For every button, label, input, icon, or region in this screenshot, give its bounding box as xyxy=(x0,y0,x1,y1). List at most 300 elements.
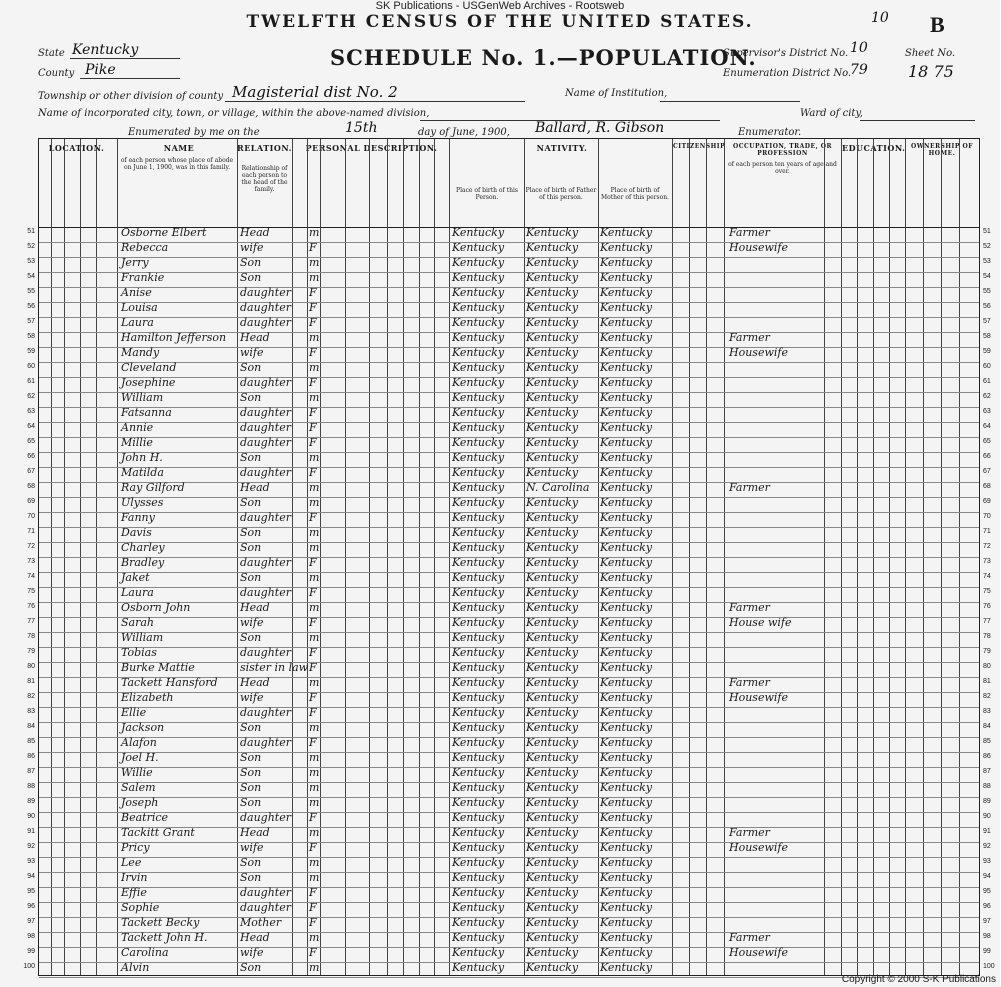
row-number-left: 79 xyxy=(27,648,35,655)
relation: Head xyxy=(240,601,270,614)
row-number-left: 75 xyxy=(27,588,35,595)
row-number-left: 65 xyxy=(27,438,35,445)
birthplace: Kentucky xyxy=(452,541,505,554)
birthplace: Kentucky xyxy=(452,706,505,719)
mother-birthplace: Kentucky xyxy=(600,361,653,374)
relation: Son xyxy=(240,496,262,509)
birthplace: Kentucky xyxy=(452,886,505,899)
schedule-title: SCHEDULE No. 1.—POPULATION. xyxy=(330,45,757,70)
relation: Son xyxy=(240,766,262,779)
relation: daughter xyxy=(240,886,291,899)
mother-birthplace: Kentucky xyxy=(600,286,653,299)
row-number-right: 92 xyxy=(983,843,991,850)
father-birthplace: Kentucky xyxy=(526,526,579,539)
birthplace: Kentucky xyxy=(452,661,505,674)
column-headers xyxy=(39,139,979,228)
row-number-left: 85 xyxy=(27,738,35,745)
relation: Son xyxy=(240,961,262,974)
sex: F xyxy=(309,421,317,434)
sex: F xyxy=(309,691,317,704)
father-birthplace: Kentucky xyxy=(526,646,579,659)
mother-birthplace: Kentucky xyxy=(600,421,653,434)
row-number-right: 64 xyxy=(983,423,991,430)
mother-birthplace: Kentucky xyxy=(600,871,653,884)
relation: Head xyxy=(240,931,270,944)
father-birthplace: Kentucky xyxy=(526,841,579,854)
institution-label: Name of Institution, xyxy=(565,88,668,99)
relation: Son xyxy=(240,631,262,644)
birthplace: Kentucky xyxy=(452,556,505,569)
person-name: Alvin xyxy=(121,961,150,974)
row-number-right: 85 xyxy=(983,738,991,745)
birthplace: Kentucky xyxy=(452,856,505,869)
row-number-left: 87 xyxy=(27,768,35,775)
group-ownership: OWNERSHIP OF HOME. xyxy=(911,143,973,157)
row-number-right: 100 xyxy=(983,963,995,970)
birthplace: Kentucky xyxy=(452,526,505,539)
mother-birthplace: Kentucky xyxy=(600,571,653,584)
sex: F xyxy=(309,316,317,329)
person-name: Josephine xyxy=(121,376,176,389)
row-number-left: 73 xyxy=(27,558,35,565)
sex: F xyxy=(309,946,317,959)
sex: F xyxy=(309,586,317,599)
row-number-left: 86 xyxy=(27,753,35,760)
relation: Son xyxy=(240,571,262,584)
occupation: Housewife xyxy=(729,241,788,254)
relation: Son xyxy=(240,721,262,734)
sex: F xyxy=(309,286,317,299)
relation: sister in law xyxy=(240,661,309,674)
enumerator-name: Ballard, R. Gibson xyxy=(535,120,665,136)
sex: m xyxy=(309,451,320,464)
birthplace: Kentucky xyxy=(452,751,505,764)
row-number-left: 93 xyxy=(27,858,35,865)
mother-birthplace: Kentucky xyxy=(600,241,653,254)
sex: F xyxy=(309,346,317,359)
father-birthplace: Kentucky xyxy=(526,556,579,569)
relation: daughter xyxy=(240,511,291,524)
month-label: day of June, 1900, xyxy=(418,127,510,138)
occupation: Farmer xyxy=(729,826,770,839)
township-label: Township or other division of county xyxy=(38,91,224,102)
father-birthplace: Kentucky xyxy=(526,586,579,599)
row-number-right: 77 xyxy=(983,618,991,625)
relation: wife xyxy=(240,841,264,854)
mother-birthplace: Kentucky xyxy=(600,781,653,794)
sex: m xyxy=(309,601,320,614)
row-number-right: 51 xyxy=(983,228,991,235)
birthplace: Kentucky xyxy=(452,586,505,599)
relation: Head xyxy=(240,331,270,344)
mother-birthplace: Kentucky xyxy=(600,406,653,419)
mother-birthplace: Kentucky xyxy=(600,946,653,959)
relation: Son xyxy=(240,256,262,269)
institution-underline xyxy=(660,101,800,102)
person-name: Irvin xyxy=(121,871,148,884)
row-number-left: 92 xyxy=(27,843,35,850)
sex: F xyxy=(309,901,317,914)
relation: daughter xyxy=(240,586,291,599)
row-number-left: 90 xyxy=(27,813,35,820)
mother-birthplace: Kentucky xyxy=(600,316,653,329)
ward-label: Ward of city, xyxy=(800,108,863,119)
person-name: William xyxy=(121,391,164,404)
father-birthplace: Kentucky xyxy=(526,226,579,239)
sheet-number-handwritten: 10 xyxy=(871,10,889,26)
occupation: Housewife xyxy=(729,691,788,704)
person-name: Tobias xyxy=(121,646,157,659)
relation: daughter xyxy=(240,466,291,479)
row-number-left: 62 xyxy=(27,393,35,400)
row-number-left: 66 xyxy=(27,453,35,460)
birthplace: Kentucky xyxy=(452,571,505,584)
father-birthplace: Kentucky xyxy=(526,376,579,389)
relation: Son xyxy=(240,361,262,374)
person-name: Jerry xyxy=(121,256,149,269)
person-name: Ray Gilford xyxy=(121,481,185,494)
sex: m xyxy=(309,256,320,269)
relation: Son xyxy=(240,541,262,554)
father-birthplace: Kentucky xyxy=(526,286,579,299)
mother-birthplace: Kentucky xyxy=(600,706,653,719)
mother-birthplace: Kentucky xyxy=(600,691,653,704)
row-number-right: 83 xyxy=(983,708,991,715)
sex: m xyxy=(309,541,320,554)
row-number-right: 68 xyxy=(983,483,991,490)
row-number-left: 76 xyxy=(27,603,35,610)
row-number-right: 61 xyxy=(983,378,991,385)
sex: F xyxy=(309,376,317,389)
relation-desc: Relationship of each person to the head of the family. xyxy=(241,165,288,193)
mother-birthplace: Kentucky xyxy=(600,466,653,479)
birth-mother-head: Place of birth of Mother of this person. xyxy=(600,187,669,201)
birthplace: Kentucky xyxy=(452,766,505,779)
relation: wife xyxy=(240,616,264,629)
group-citizenship: CITIZENSHIP xyxy=(673,143,726,150)
sex: m xyxy=(309,481,320,494)
row-number-right: 96 xyxy=(983,903,991,910)
row-number-left: 80 xyxy=(27,663,35,670)
birthplace: Kentucky xyxy=(452,931,505,944)
person-name: Frankie xyxy=(121,271,165,284)
row-number-right: 72 xyxy=(983,543,991,550)
sex: F xyxy=(309,886,317,899)
father-birthplace: Kentucky xyxy=(526,511,579,524)
birthplace: Kentucky xyxy=(452,646,505,659)
person-name: Fanny xyxy=(121,511,155,524)
row-number-right: 91 xyxy=(983,828,991,835)
row-number-right: 67 xyxy=(983,468,991,475)
row-number-left: 99 xyxy=(27,948,35,955)
birthplace: Kentucky xyxy=(452,361,505,374)
relation: Son xyxy=(240,856,262,869)
person-name: Osborn John xyxy=(121,601,191,614)
row-number-right: 66 xyxy=(983,453,991,460)
birthplace: Kentucky xyxy=(452,811,505,824)
birthplace: Kentucky xyxy=(452,826,505,839)
relation: Son xyxy=(240,871,262,884)
relation: Son xyxy=(240,451,262,464)
birthplace: Kentucky xyxy=(452,511,505,524)
relation: Head xyxy=(240,481,270,494)
person-name: Ulysses xyxy=(121,496,164,509)
person-name: Salem xyxy=(121,781,156,794)
sex: m xyxy=(309,526,320,539)
person-name: Beatrice xyxy=(121,811,169,824)
row-number-right: 57 xyxy=(983,318,991,325)
row-number-left: 68 xyxy=(27,483,35,490)
birthplace: Kentucky xyxy=(452,841,505,854)
row-number-left: 55 xyxy=(27,288,35,295)
father-birthplace: Kentucky xyxy=(526,931,579,944)
county-underline xyxy=(80,78,180,79)
relation: Son xyxy=(240,391,262,404)
mother-birthplace: Kentucky xyxy=(600,556,653,569)
name-desc: of each person whose place of abode on June 1, 1900, was in this family. xyxy=(120,157,234,171)
row-number-left: 98 xyxy=(27,933,35,940)
mother-birthplace: Kentucky xyxy=(600,496,653,509)
state-value: Kentucky xyxy=(72,42,139,58)
person-name: Anise xyxy=(121,286,152,299)
sex: F xyxy=(309,811,317,824)
row-number-right: 99 xyxy=(983,948,991,955)
row-number-right: 84 xyxy=(983,723,991,730)
sheet-handwritten: 18 75 xyxy=(908,62,954,81)
birthplace: Kentucky xyxy=(452,256,505,269)
row-number-left: 58 xyxy=(27,333,35,340)
mother-birthplace: Kentucky xyxy=(600,811,653,824)
row-number-right: 95 xyxy=(983,888,991,895)
sex: F xyxy=(309,436,317,449)
birthplace: Kentucky xyxy=(452,916,505,929)
sex: m xyxy=(309,826,320,839)
person-name: Burke Mattie xyxy=(121,661,195,674)
row-number-left: 61 xyxy=(27,378,35,385)
row-number-left: 52 xyxy=(27,243,35,250)
occupation: Farmer xyxy=(729,601,770,614)
father-birthplace: Kentucky xyxy=(526,916,579,929)
sex: m xyxy=(309,721,320,734)
birthplace: Kentucky xyxy=(452,346,505,359)
row-number-right: 98 xyxy=(983,933,991,940)
father-birthplace: Kentucky xyxy=(526,451,579,464)
person-name: Elizabeth xyxy=(121,691,174,704)
mother-birthplace: Kentucky xyxy=(600,856,653,869)
relation: daughter xyxy=(240,811,291,824)
father-birthplace: Kentucky xyxy=(526,811,579,824)
state-underline xyxy=(70,58,180,59)
group-personal: PERSONAL DESCRIPTION. xyxy=(305,143,438,153)
father-birthplace: Kentucky xyxy=(526,856,579,869)
row-number-left: 72 xyxy=(27,543,35,550)
father-birthplace: Kentucky xyxy=(526,571,579,584)
mother-birthplace: Kentucky xyxy=(600,451,653,464)
row-number-right: 70 xyxy=(983,513,991,520)
ward-underline xyxy=(860,120,975,121)
sex: m xyxy=(309,856,320,869)
father-birthplace: Kentucky xyxy=(526,601,579,614)
sex: m xyxy=(309,226,320,239)
mother-birthplace: Kentucky xyxy=(600,391,653,404)
occupation: House wife xyxy=(729,616,792,629)
father-birthplace: Kentucky xyxy=(526,886,579,899)
father-birthplace: Kentucky xyxy=(526,736,579,749)
relation: daughter xyxy=(240,706,291,719)
supervisor-value: 10 xyxy=(850,40,868,56)
row-number-left: 67 xyxy=(27,468,35,475)
sex: F xyxy=(309,511,317,524)
row-number-right: 97 xyxy=(983,918,991,925)
birthplace: Kentucky xyxy=(452,241,505,254)
row-number-left: 77 xyxy=(27,618,35,625)
row-number-left: 63 xyxy=(27,408,35,415)
enumeration-district-label: Enumeration District No. xyxy=(723,68,852,79)
person-name: Sarah xyxy=(121,616,154,629)
relation: daughter xyxy=(240,736,291,749)
sex: m xyxy=(309,961,320,974)
birthplace: Kentucky xyxy=(452,421,505,434)
sex: F xyxy=(309,301,317,314)
father-birthplace: Kentucky xyxy=(526,541,579,554)
row-number-right: 86 xyxy=(983,753,991,760)
father-birthplace: Kentucky xyxy=(526,796,579,809)
birthplace: Kentucky xyxy=(452,676,505,689)
person-name: Tackitt Grant xyxy=(121,826,195,839)
father-birthplace: Kentucky xyxy=(526,301,579,314)
father-birthplace: Kentucky xyxy=(526,826,579,839)
birthplace: Kentucky xyxy=(452,721,505,734)
enumerator-label: Enumerator. xyxy=(738,127,802,138)
relation: wife xyxy=(240,241,264,254)
mother-birthplace: Kentucky xyxy=(600,541,653,554)
row-number-left: 57 xyxy=(27,318,35,325)
person-name: Effie xyxy=(121,886,147,899)
relation: Head xyxy=(240,226,270,239)
father-birthplace: Kentucky xyxy=(526,766,579,779)
person-name: Rebecca xyxy=(121,241,169,254)
person-name: Lee xyxy=(121,856,142,869)
relation: Son xyxy=(240,271,262,284)
row-number-left: 89 xyxy=(27,798,35,805)
birthplace: Kentucky xyxy=(452,316,505,329)
row-number-right: 59 xyxy=(983,348,991,355)
birthplace: Kentucky xyxy=(452,331,505,344)
row-number-right: 94 xyxy=(983,873,991,880)
father-birthplace: Kentucky xyxy=(526,901,579,914)
row-number-left: 83 xyxy=(27,708,35,715)
birthplace: Kentucky xyxy=(452,946,505,959)
person-name: John H. xyxy=(121,451,163,464)
row-number-right: 80 xyxy=(983,663,991,670)
row-number-left: 56 xyxy=(27,303,35,310)
birthplace: Kentucky xyxy=(452,601,505,614)
sex: m xyxy=(309,631,320,644)
sex: m xyxy=(309,676,320,689)
supervisor-label: Supervisor's District No. xyxy=(723,48,849,59)
person-name: Tackett John H. xyxy=(121,931,208,944)
father-birthplace: Kentucky xyxy=(526,781,579,794)
person-name: Laura xyxy=(121,586,154,599)
row-number-left: 60 xyxy=(27,363,35,370)
relation: Son xyxy=(240,796,262,809)
table-row xyxy=(23,961,995,978)
father-birthplace: N. Carolina xyxy=(526,481,590,494)
birthplace: Kentucky xyxy=(452,406,505,419)
mother-birthplace: Kentucky xyxy=(600,841,653,854)
birthplace: Kentucky xyxy=(452,496,505,509)
birthplace: Kentucky xyxy=(452,271,505,284)
sex: F xyxy=(309,661,317,674)
father-birthplace: Kentucky xyxy=(526,946,579,959)
sex: m xyxy=(309,331,320,344)
row-number-right: 63 xyxy=(983,408,991,415)
group-relation: RELATION. xyxy=(237,143,292,153)
birth-self-head: Place of birth of this Person. xyxy=(456,187,518,201)
sex: F xyxy=(309,406,317,419)
sex: m xyxy=(309,361,320,374)
row-number-left: 51 xyxy=(27,228,35,235)
row-number-left: 84 xyxy=(27,723,35,730)
row-number-right: 90 xyxy=(983,813,991,820)
father-birthplace: Kentucky xyxy=(526,616,579,629)
mother-birthplace: Kentucky xyxy=(600,436,653,449)
occupation: Housewife xyxy=(729,946,788,959)
mother-birthplace: Kentucky xyxy=(600,961,653,974)
township-underline xyxy=(225,101,525,102)
birthplace: Kentucky xyxy=(452,436,505,449)
person-name: Willie xyxy=(121,766,153,779)
sex: m xyxy=(309,271,320,284)
sex: F xyxy=(309,736,317,749)
birthplace: Kentucky xyxy=(452,736,505,749)
occupation: Housewife xyxy=(729,841,788,854)
father-birthplace: Kentucky xyxy=(526,706,579,719)
birthplace: Kentucky xyxy=(452,451,505,464)
mother-birthplace: Kentucky xyxy=(600,646,653,659)
person-name: Millie xyxy=(121,436,153,449)
relation: daughter xyxy=(240,901,291,914)
mother-birthplace: Kentucky xyxy=(600,901,653,914)
sex: m xyxy=(309,496,320,509)
mother-birthplace: Kentucky xyxy=(600,826,653,839)
row-number-left: 81 xyxy=(27,678,35,685)
sex: m xyxy=(309,766,320,779)
father-birthplace: Kentucky xyxy=(526,406,579,419)
person-name: Louisa xyxy=(121,301,158,314)
row-number-left: 54 xyxy=(27,273,35,280)
group-occupation: OCCUPATION, TRADE, OR PROFESSION xyxy=(733,143,832,157)
mother-birthplace: Kentucky xyxy=(600,721,653,734)
enumeration-district-value: 79 xyxy=(850,62,868,78)
father-birthplace: Kentucky xyxy=(526,391,579,404)
mother-birthplace: Kentucky xyxy=(600,481,653,494)
group-education: EDUCATION. xyxy=(842,143,906,153)
birthplace: Kentucky xyxy=(452,631,505,644)
mother-birthplace: Kentucky xyxy=(600,331,653,344)
row-number-right: 73 xyxy=(983,558,991,565)
relation: wife xyxy=(240,691,264,704)
person-name: Pricy xyxy=(121,841,150,854)
row-number-left: 100 xyxy=(23,963,35,970)
father-birthplace: Kentucky xyxy=(526,466,579,479)
row-number-left: 97 xyxy=(27,918,35,925)
state-label: State xyxy=(38,48,65,59)
father-birthplace: Kentucky xyxy=(526,436,579,449)
sex: F xyxy=(309,646,317,659)
mother-birthplace: Kentucky xyxy=(600,376,653,389)
relation: daughter xyxy=(240,436,291,449)
